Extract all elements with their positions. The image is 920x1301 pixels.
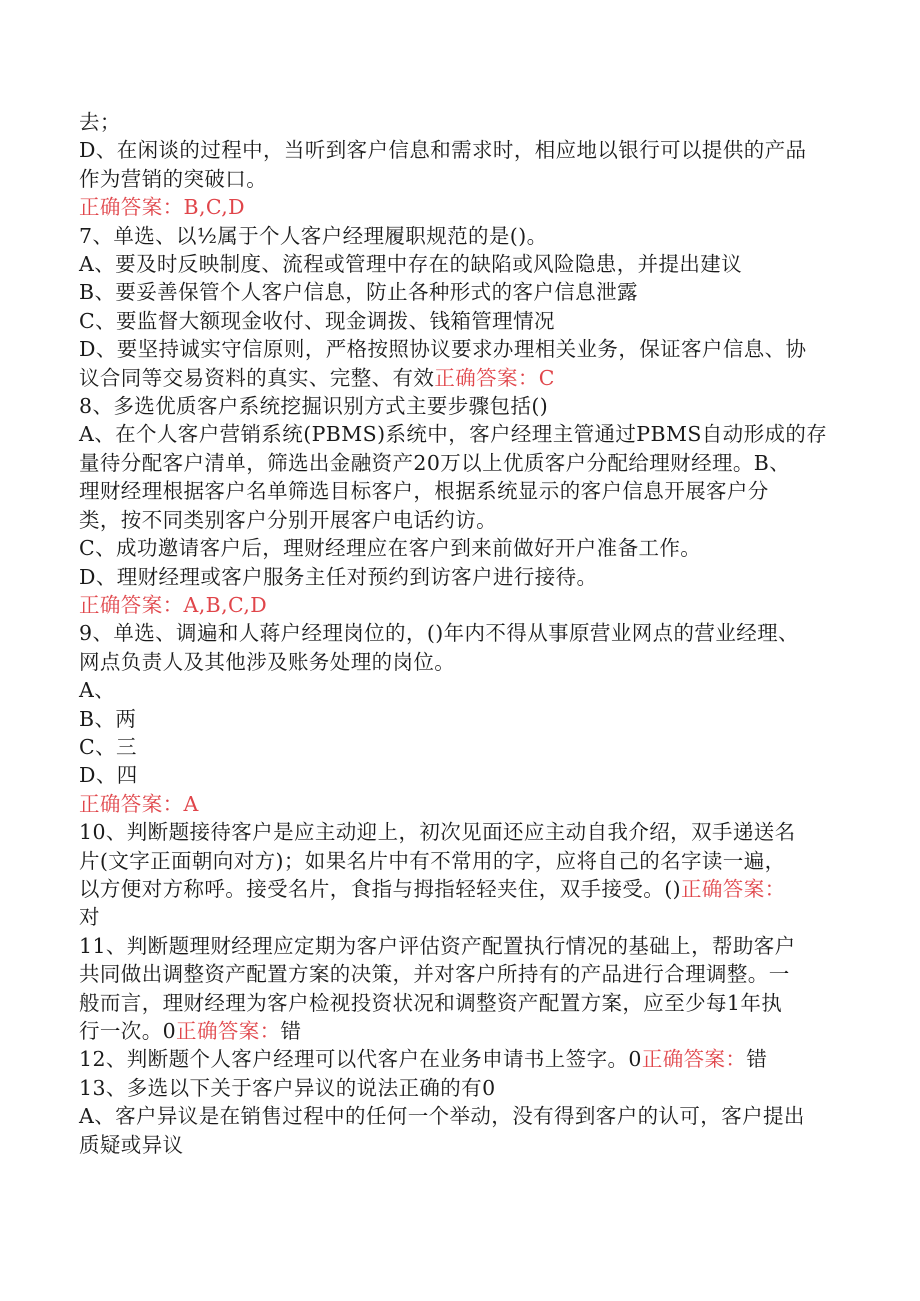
correct-answer-label: 正确答案：A,B,C,D [79,592,268,617]
line-text: 7、单选、以½属于个人客户经理履职规范的是()。 [79,223,548,248]
correct-answer-label: 正确答案：C [434,365,555,390]
line-text: A、要及时反映制度、流程或管理中存在的缺陷或风险隐患，并提出建议 [79,252,743,277]
answer-value: 错 [746,1047,768,1072]
text-line [79,1102,839,1130]
text-line [79,1131,839,1159]
text-line [79,364,839,392]
text-line [79,165,839,193]
line-text: 类，按不同类别客户分别开展客户电话约访。 [79,507,497,532]
line-text: 行一次。0 [79,1019,177,1043]
text-line [79,1017,839,1045]
line-text: 11、判断题理财经理应定期为客户评估资产配置执行情况的基础上，帮助客户 [79,933,796,958]
line-text: 9、单选、调遍和人蒋户经理岗位的，()年内不得从事原营业网点的营业经理、 [79,621,799,646]
text-line [79,591,839,619]
text-line [79,676,839,704]
line-text: 作为营销的突破口。 [79,166,268,191]
text-line [79,733,839,761]
line-text: 12、判断题个人客户经理可以代客户在业务申请书上签字。0 [79,1047,642,1072]
text-line [79,136,839,164]
line-text: 10、判断题接待客户是应主动迎上，初次见面还应主动自我介绍，双手递送名 [79,820,796,845]
text-line [79,960,839,988]
line-text: B、两 [79,706,137,731]
correct-answer-label: 正确答案： [176,1019,281,1043]
line-text: 去； [79,110,121,134]
text-line [79,335,839,363]
line-text: 以方便对方称呼。接受名片，食指与拇指轻轻夹住，双手接受。() [79,876,681,901]
text-line [79,307,839,335]
text-line [79,1045,839,1073]
text-line [79,847,839,875]
text-line [79,790,839,818]
line-text: D、理财经理或客户服务主任对预约到访客户进行接待。 [79,564,598,589]
text-line [79,761,839,789]
line-text: 理财经理根据客户名单筛选目标客户，根据系统显示的客户信息开展客户分 [79,479,769,504]
line-text: B、要妥善保管个人客户信息，防止各种形式的客户信息泄露 [79,280,638,305]
correct-answer-label: 正确答案：A [79,791,199,816]
text-line [79,619,839,647]
text-line [79,903,839,931]
line-text: 质疑或异议 [79,1132,184,1157]
text-line [79,222,839,250]
text-line [79,477,839,505]
text-line [79,875,839,903]
text-line [79,705,839,733]
text-line [79,648,839,676]
text-line [79,193,839,221]
line-text: D、要坚持诚实守信原则，严格按照协议要求办理相关业务，保证客户信息、协 [79,337,807,362]
line-text: C、要监督大额现金收付、现金调拨、钱箱管理情况 [79,308,555,333]
text-line [79,563,839,591]
line-text: 8、多选优质客户系统挖掘识别方式主要步骤包括() [79,394,549,419]
text-line [79,420,839,448]
line-text: C、三 [79,734,137,759]
line-text: 量待分配客户清单，筛选出金融资产20万以上优质客户分配给理财经理。B、 [79,450,791,475]
text-line [79,108,839,136]
text-line [79,534,839,562]
line-text: 对 [79,905,100,930]
text-line [79,449,839,477]
line-text: D、四 [79,763,138,788]
text-line [79,932,839,960]
line-text: C、成功邀请客户后，理财经理应在客户到来前做好开户准备工作。 [79,536,702,561]
text-line [79,989,839,1017]
line-text: 13、多选以下关于客户异议的说法正确的有0 [79,1075,496,1100]
correct-answer-label: 正确答案： [681,876,786,901]
line-text: 网点负责人及其他涉及账务处理的岗位。 [79,649,456,674]
correct-answer-label: 正确答案： [641,1047,747,1072]
answer-value: 错 [280,1019,302,1043]
text-line [79,392,839,420]
text-line [79,250,839,278]
text-line [79,278,839,306]
document-body [79,108,839,1159]
line-text: 共同做出调整资产配置方案的决策，并对客户所持有的产品进行合理调整。一 [79,962,790,987]
line-text: 议合同等交易资料的真实、完整、有效 [79,365,435,390]
line-text: 片(文字正面朝向对方)；如果名片中有不常用的字，应将自己的名字读一遍， [79,848,786,873]
text-line [79,506,839,534]
line-text: A、 [79,678,116,703]
line-text: D、在闲谈的过程中，当听到客户信息和需求时，相应地以银行可以提供的产品 [79,138,807,163]
text-line [79,818,839,846]
correct-answer-label: 正确答案：B,C,D [79,195,245,220]
line-text: 般而言，理财经理为客户检视投资状况和调整资产配置方案，应至少每1年执 [79,990,783,1015]
text-line [79,1074,839,1102]
line-text: A、客户异议是在销售过程中的任何一个举动，没有得到客户的认可，客户提出 [79,1104,805,1129]
line-text: A、在个人客户营销系统(PBMS)系统中，客户经理主管通过PBMS自动形成的存 [79,422,828,447]
